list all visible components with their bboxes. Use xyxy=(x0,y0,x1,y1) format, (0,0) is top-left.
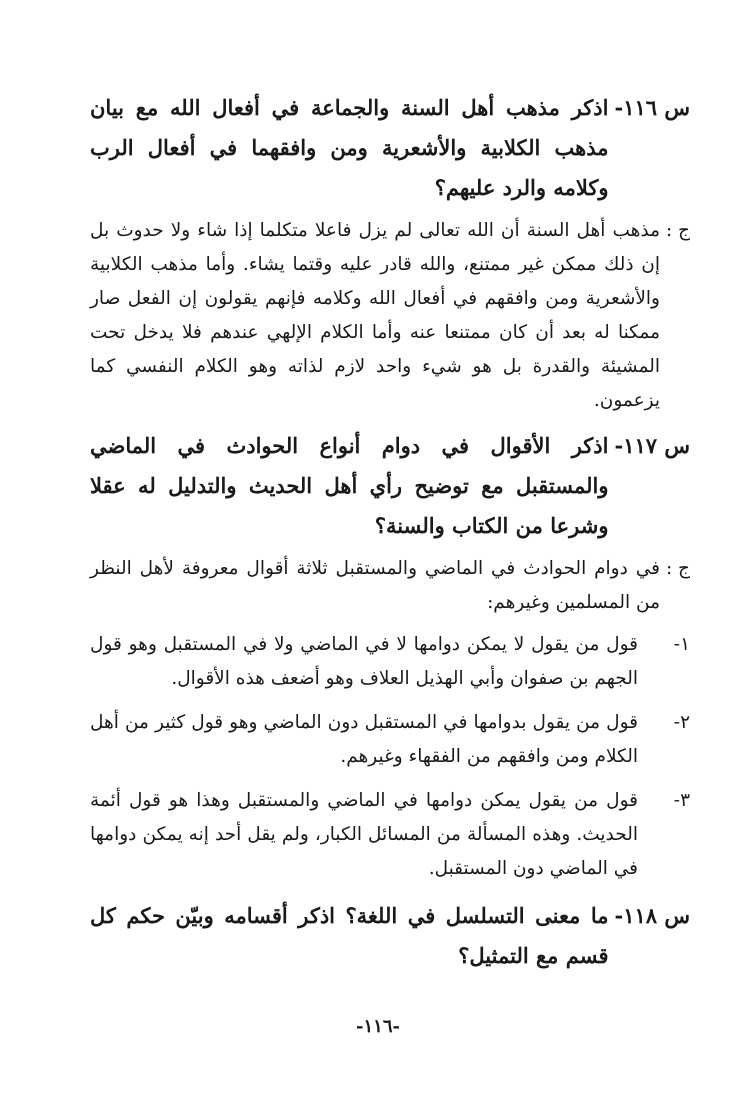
list-item-text: قول من يقول يمكن دوامها في الماضي والمستقبل وهذا هو قول أئمة الحديث. وهذه المسألة من المسائل الكبار، ولم يقل أحد إنه يمكن دوامها في الماضي دون المستقبل. xyxy=(90,790,638,879)
list-item-number: ٢- xyxy=(673,712,690,733)
list-item xyxy=(90,706,690,774)
list-item xyxy=(90,628,690,696)
question-label: س ١١٨- xyxy=(614,903,690,928)
question-label: س ١١٦- xyxy=(614,95,690,120)
question-117 xyxy=(90,426,690,546)
list-item xyxy=(90,784,690,886)
question-label: س ١١٧- xyxy=(614,433,690,458)
page-number: -١١٦- xyxy=(356,1016,400,1037)
answer-text: في دوام الحوادث في الماضي والمستقبل ثلاثة أقوال معروفة لأهل النظر من المسلمين وغيرهم: xyxy=(90,558,660,613)
answer-116 xyxy=(90,214,690,418)
question-text: اذكر مذهب أهل السنة والجماعة في أفعال الله مع بيان مذهب الكلابية والأشعرية ومن وافقهما في أفعال الرب وكلامه والرد عليهم؟ xyxy=(90,95,609,200)
question-text: ما معنى التسلسل في اللغة؟ اذكر أقسامه وبيّن حكم كل قسم مع التمثيل؟ xyxy=(90,903,609,968)
list-item-number: ٣- xyxy=(673,790,690,811)
list-item-text: قول من يقول لا يمكن دوامها لا في الماضي ولا في المستقبل وهو قول الجهم بن صفوان وأبي الهذيل العلاف وهو أضعف هذه الأقوال. xyxy=(90,634,638,689)
answer-label: ج : xyxy=(665,220,690,241)
answer-label: ج : xyxy=(665,558,690,579)
list-item-number: ١- xyxy=(673,634,690,655)
question-116 xyxy=(90,88,690,208)
list-item-text: قول من يقول بدوامها في المستقبل دون الماضي وهو قول كثير من أهل الكلام ومن وافقهم من الفقهاء وغيرهم. xyxy=(90,712,638,767)
answer-text: مذهب أهل السنة أن الله تعالى لم يزل فاعلا متكلما إذا شاء ولا حدوث بل إن ذلك ممكن غير ممتنع، والله قادر عليه وقتما يشاء. وأما مذهب الكلابية والأشعرية ومن وافقهم في أفعال الله وكلامه فإنهم يقولون إن الفعل صار ممكنا له بعد أن كان ممتنعا عنه وأما الكلام الإلهي عندهم فلا يدخل تحت المشيئة والقدرة بل هو شيء واحد لازم لذاته وهو الكلام النفسي كما يزعمون. xyxy=(90,220,660,411)
question-text: اذكر الأقوال في دوام أنواع الحوادث في الماضي والمستقبل مع توضيح رأي أهل الحديث والتدليل له عقلا وشرعا من الكتاب والسنة؟ xyxy=(90,433,609,538)
document-page xyxy=(90,88,690,982)
answer-117 xyxy=(90,552,690,620)
question-118 xyxy=(90,896,690,976)
